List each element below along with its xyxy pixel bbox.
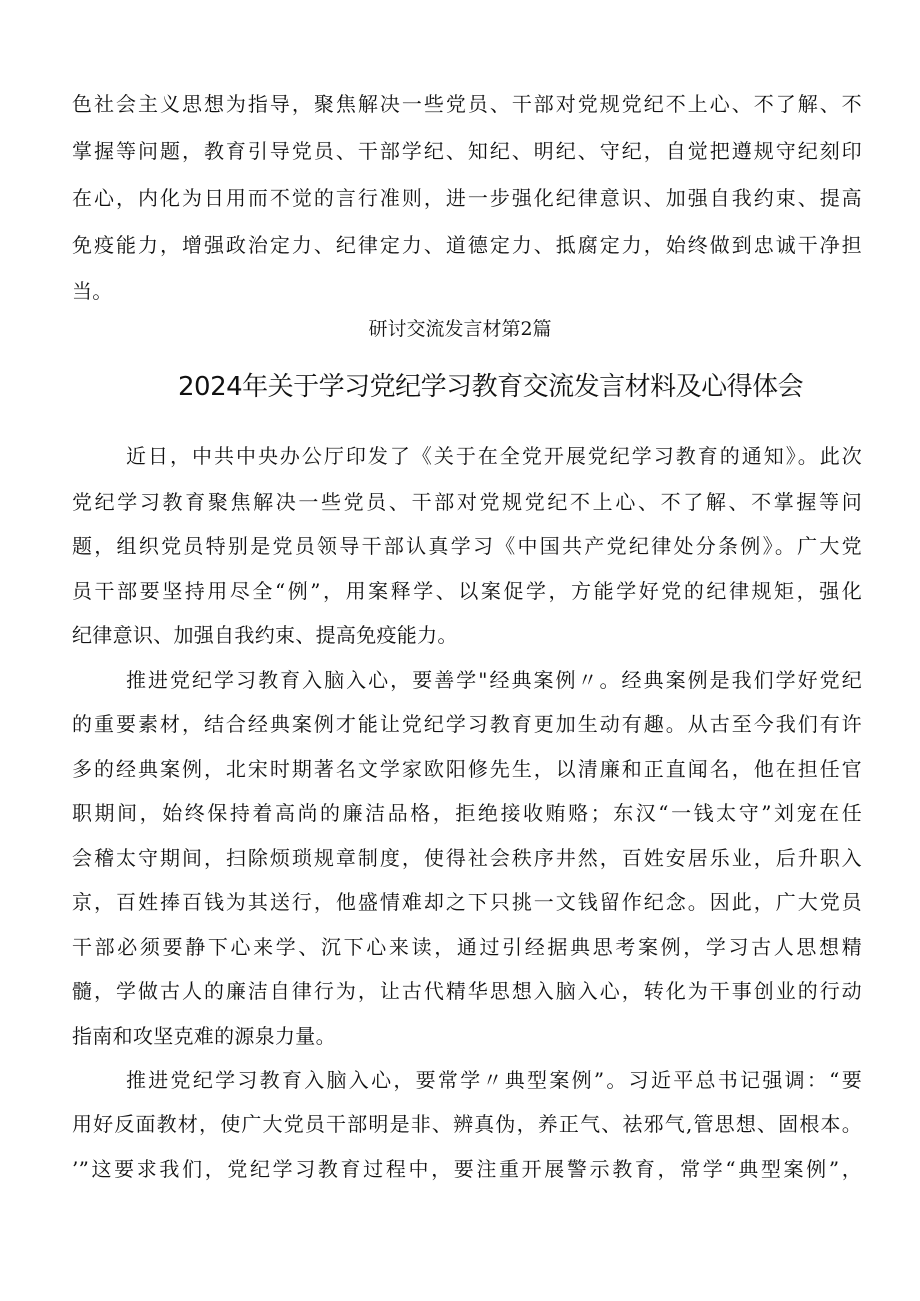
paragraph-line: 的重要素材，结合经典案例才能让党纪学习教育更加生动有趣。从古至今我们有许 (72, 712, 862, 736)
section-label: 研讨交流发言材第2篇 (368, 318, 552, 340)
article-title: 2024年关于学习党纪学习教育交流发言材料及心得体会 (178, 372, 804, 402)
paragraph-line: 用好反面教材，使广大党员干部明是非、辨真伪，养正气、祛邪气,管思想、固根本。 (72, 1112, 862, 1136)
paragraph-line: 色社会主义思想为指导，聚焦解决一些党员、干部对党规党纪不上心、不了解、不 (72, 92, 862, 116)
paragraph-line: 指南和攻坚克难的源泉力量。 (72, 1024, 336, 1048)
paragraph-line: 员干部要坚持用尽全“例”，用案释学、以案促学，方能学好党的纪律规矩，强化 (72, 579, 862, 603)
paragraph-line: 会稽太守期间，扫除烦琐规章制度，使得社会秩序井然，百姓安居乐业，后升职入 (72, 846, 862, 870)
paragraph-line: 推进党纪学习教育入脑入心，要常学〃典型案例”。习近平总书记强调：“要 (126, 1068, 862, 1092)
paragraph-line: 近日，中共中央办公厅印发了《关于在全党开展党纪学习教育的通知》。此次 (126, 444, 862, 468)
paragraph-line: 题，组织党员特别是党员领导干部认真学习《中国共产党纪律处分条例》。广大党 (72, 534, 862, 558)
paragraph-line: 职期间，始终保持着高尚的廉洁品格，拒绝接收贿赂；东汉“一钱太守”刘宠在任 (72, 801, 862, 825)
paragraph-line: 掌握等问题，教育引导党员、干部学纪、知纪、明纪、守纪，自觉把遵规守纪刻印 (72, 139, 862, 163)
paragraph-line: ’”这要求我们，党纪学习教育过程中，要注重开展警示教育，常学“典型案例”， (72, 1157, 862, 1181)
paragraph-line: 党纪学习教育聚焦解决一些党员、干部对党规党纪不上心、不了解、不掌握等问 (72, 490, 862, 514)
paragraph-line: 干部必须要静下心来学、沉下心来读，通过引经据典思考案例，学习古人思想精 (72, 935, 862, 959)
paragraph-line: 髓，学做古人的廉洁自律行为，让古代精华思想入脑入心，转化为干事创业的行动 (72, 979, 862, 1003)
paragraph-line: 京，百姓捧百钱为其送行，他盛情难却之下只挑一文钱留作纪念。因此，广大党员 (72, 890, 862, 914)
paragraph-line: 免疫能力，增强政治定力、纪律定力、道德定力、抵腐定力，始终做到忠诚干净担 (72, 233, 862, 257)
paragraph-line: 推进党纪学习教育入脑入心，要善学"经典案例〃。经典案例是我们学好党纪 (126, 668, 862, 692)
paragraph-line: 多的经典案例，北宋时期著名文学家欧阳修先生，以清廉和正直闻名，他在担任官 (72, 757, 862, 781)
paragraph-line: 纪律意识、加强自我约束、提高免疫能力。 (72, 623, 458, 647)
paragraph-line: 当。 (72, 279, 113, 303)
paragraph-line: 在心，内化为日用而不觉的言行准则，进一步强化纪律意识、加强自我约束、提高 (72, 186, 862, 210)
